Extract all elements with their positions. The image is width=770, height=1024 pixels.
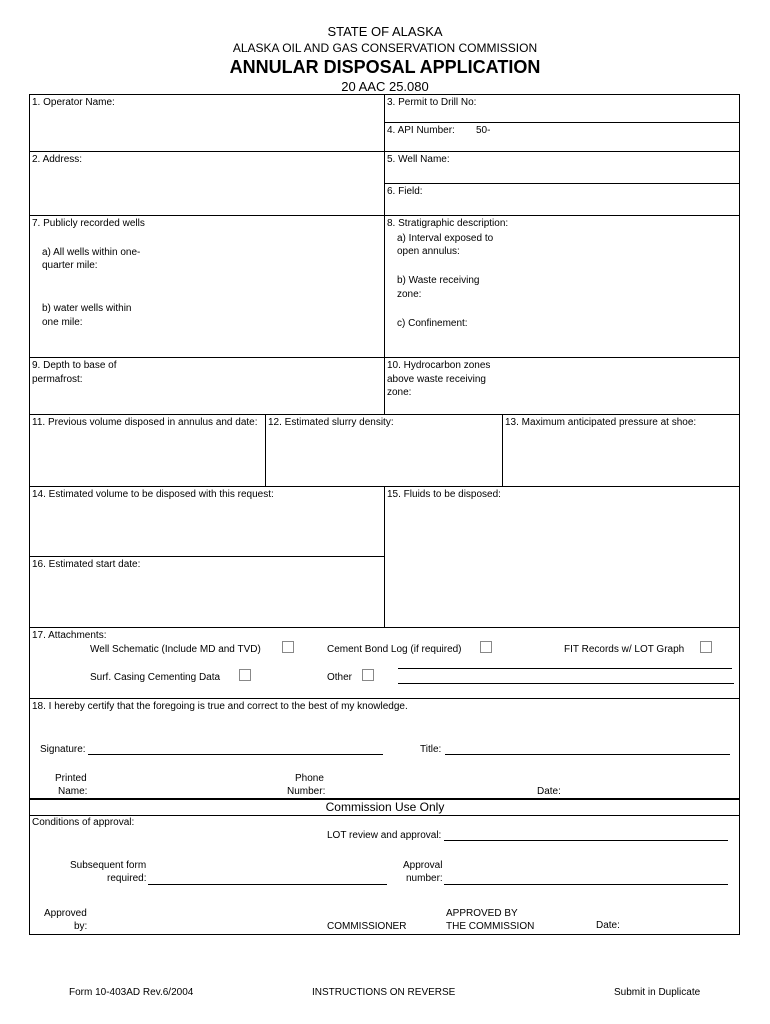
well-name-label: 5. Well Name:	[387, 154, 450, 165]
title-label: Title:	[420, 744, 442, 755]
field-label: 6. Field:	[387, 186, 423, 197]
cement-bond-log-checkbox[interactable]	[480, 641, 492, 653]
fit-records-checkbox[interactable]	[700, 641, 712, 653]
phone-number-label-2: Number:	[287, 786, 326, 797]
subsequent-form-line[interactable]	[148, 884, 387, 885]
regulation-reference: 20 AAC 25.080	[341, 79, 429, 94]
form-number: Form 10-403AD Rev.6/2004	[69, 987, 194, 998]
permafrost-depth-label-2: permafrost:	[32, 374, 83, 385]
signature-label: Signature:	[40, 744, 86, 755]
interval-exposed-label: a) Interval exposed to	[397, 233, 494, 244]
commission-date-label: Date:	[596, 920, 620, 931]
well-schematic-label: Well Schematic (Include MD and TVD)	[90, 644, 261, 655]
max-pressure-label: 13. Maximum anticipated pressure at shoe:	[505, 417, 697, 428]
estimated-volume-label: 14. Estimated volume to be disposed with this request:	[32, 489, 274, 500]
api-number-label: 4. API Number:	[387, 125, 455, 136]
instructions-on-reverse: INSTRUCTIONS ON REVERSE	[312, 987, 456, 998]
cement-bond-log-label: Cement Bond Log (if required)	[327, 644, 462, 655]
approval-number-line[interactable]	[444, 884, 728, 885]
estimated-start-date-label: 16. Estimated start date:	[32, 559, 141, 570]
permit-to-drill-label: 3. Permit to Drill No:	[387, 97, 477, 108]
hydrocarbon-zones-label: 10. Hydrocarbon zones	[387, 360, 491, 371]
form-title: ANNULAR DISPOSAL APPLICATION	[229, 57, 541, 77]
state-heading: STATE OF ALASKA	[327, 24, 443, 39]
water-wells-label: b) water wells within	[42, 303, 132, 314]
water-wells-label-2: one mile:	[42, 317, 83, 328]
submit-in-duplicate: Submit in Duplicate	[614, 987, 701, 998]
hydrocarbon-zones-label-2: above waste receiving	[387, 374, 486, 385]
wells-quarter-mile-label: a) All wells within one-	[42, 247, 141, 258]
certification-date-label: Date:	[537, 786, 561, 797]
fit-records-label: FIT Records w/ LOT Graph	[564, 644, 685, 655]
permafrost-depth-label: 9. Depth to base of	[32, 360, 117, 371]
hydrocarbon-zones-label-3: zone:	[387, 387, 412, 398]
other-description-line-2[interactable]	[398, 683, 734, 684]
waste-receiving-zone-label-2: zone:	[397, 289, 422, 300]
attachments-label: 17. Attachments:	[32, 630, 107, 641]
confinement-label: c) Confinement:	[397, 318, 468, 329]
interval-exposed-label-2: open annulus:	[397, 246, 460, 257]
approved-by-commission-label: APPROVED BY	[446, 908, 518, 919]
operator-name-label: 1. Operator Name:	[32, 97, 115, 108]
other-checkbox[interactable]	[362, 669, 374, 681]
approval-number-label: Approval	[403, 860, 443, 871]
other-label: Other	[327, 672, 353, 683]
conditions-of-approval-label: Conditions of approval:	[32, 817, 135, 828]
well-schematic-checkbox[interactable]	[282, 641, 294, 653]
approved-by-commission-label-2: THE COMMISSION	[446, 921, 535, 932]
surf-casing-checkbox[interactable]	[239, 669, 251, 681]
lot-review-label: LOT review and approval:	[327, 830, 442, 841]
subsequent-form-label-2: required:	[107, 873, 147, 884]
other-description-line-1[interactable]	[398, 668, 732, 669]
signature-line[interactable]	[88, 754, 383, 755]
certification-statement: 18. I hereby certify that the foregoing is true and correct to the best of my knowledge.	[32, 701, 408, 712]
approval-number-label-2: number:	[406, 873, 443, 884]
approved-by-label-2: by:	[74, 921, 88, 932]
publicly-recorded-wells-label: 7. Publicly recorded wells	[32, 218, 145, 229]
fluids-disposed-label: 15. Fluids to be disposed:	[387, 489, 501, 500]
approved-by-label: Approved	[44, 908, 87, 919]
previous-volume-label: 11. Previous volume disposed in annulus and date:	[32, 417, 258, 428]
address-label: 2. Address:	[32, 154, 83, 165]
api-number-prefix: 50-	[476, 125, 491, 136]
subsequent-form-label: Subsequent form	[70, 860, 147, 871]
wells-quarter-mile-label-2: quarter mile:	[42, 260, 98, 271]
title-line[interactable]	[445, 754, 730, 755]
lot-review-line[interactable]	[444, 840, 728, 841]
waste-receiving-zone-label: b) Waste receiving	[397, 275, 480, 286]
phone-number-label: Phone	[295, 773, 324, 784]
commission-use-heading: Commission Use Only	[325, 800, 445, 814]
printed-name-label: Printed	[55, 773, 87, 784]
commission-heading: ALASKA OIL AND GAS CONSERVATION COMMISSION	[232, 41, 538, 55]
slurry-density-label: 12. Estimated slurry density:	[268, 417, 394, 428]
surf-casing-label: Surf. Casing Cementing Data	[90, 672, 221, 683]
commissioner-label: COMMISSIONER	[327, 921, 407, 932]
stratigraphic-description-label: 8. Stratigraphic description:	[387, 218, 509, 229]
printed-name-label-2: Name:	[58, 786, 88, 797]
